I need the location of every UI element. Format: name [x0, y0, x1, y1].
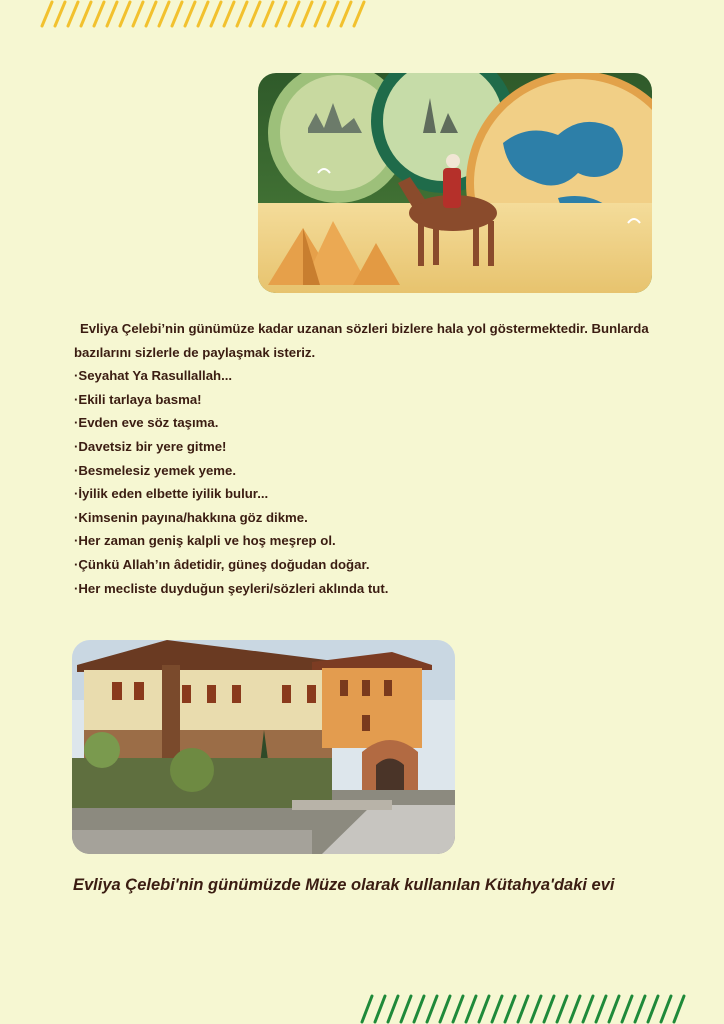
stripe	[661, 996, 671, 1022]
stripe	[453, 996, 463, 1022]
stripe	[674, 996, 684, 1022]
saying-line: ·İyilik eden elbette iyilik bulur...	[74, 486, 269, 502]
stripe	[81, 2, 91, 26]
stripe	[341, 2, 351, 26]
stripe	[263, 2, 273, 26]
stripe	[466, 996, 476, 1022]
stripe	[544, 996, 554, 1022]
stripe	[120, 2, 130, 26]
stripe	[42, 2, 52, 26]
stripe	[68, 2, 78, 26]
stripe	[107, 2, 117, 26]
stripe	[237, 2, 247, 26]
stripe	[479, 996, 489, 1022]
stripe	[531, 996, 541, 1022]
saying-line: ·Besmelesiz yemek yeme.	[74, 462, 237, 478]
stripe	[276, 2, 286, 26]
stripe	[315, 2, 325, 26]
stripe	[211, 2, 221, 26]
stripe	[354, 2, 364, 26]
sayings-text	[74, 317, 702, 600]
stripe	[583, 996, 593, 1022]
stripe	[440, 996, 450, 1022]
stripe	[414, 996, 424, 1022]
stripe	[146, 2, 156, 26]
stripe	[133, 2, 143, 26]
saying-line: ·Çünkü Allah’ın âdetidir, güneş doğudan doğar.	[74, 556, 370, 572]
saying-line: ·Her mecliste duyduğun şeyleri/sözleri aklında tut.	[74, 580, 389, 596]
stripe	[492, 996, 502, 1022]
saying-line: ·Davetsiz bir yere gitme!	[74, 438, 227, 454]
stripe	[427, 996, 437, 1022]
stripe	[557, 996, 567, 1022]
stripe	[505, 996, 515, 1022]
decorative-stripes-top	[36, 0, 372, 28]
stripe	[328, 2, 338, 26]
stripe	[224, 2, 234, 26]
stripe	[172, 2, 182, 26]
stripe	[289, 2, 299, 26]
evliya-celebi-illustration	[258, 73, 652, 293]
stripe	[55, 2, 65, 26]
stripe	[362, 996, 372, 1022]
saying-line: ·Evden eve söz taşıma.	[74, 415, 219, 431]
photo-caption: Evliya Çelebi'nin günümüzde Müze olarak kullanılan Kütahya'daki evi	[73, 876, 615, 894]
stripe	[570, 996, 580, 1022]
stripe	[94, 2, 104, 26]
saying-line: ·Kimsenin payına/hakkına göz dikme.	[74, 509, 308, 525]
stripe	[375, 996, 385, 1022]
stripe	[388, 996, 398, 1022]
stripe	[159, 2, 169, 26]
intro-paragraph: Evliya Çelebi’nin günümüze kadar uzanan sözleri bizlere hala yol göstermektedir. Bunlarda bazılarını sizlerle de paylaşmak isteriz.	[74, 321, 649, 360]
stripe	[198, 2, 208, 26]
saying-line: ·Her zaman geniş kalpli ve hoş meşrep ol.	[74, 533, 336, 549]
saying-line: ·Ekili tarlaya basma!	[74, 391, 202, 407]
stripe	[648, 996, 658, 1022]
stripe	[250, 2, 260, 26]
stripe	[596, 996, 606, 1022]
stripe	[622, 996, 632, 1022]
stripe	[401, 996, 411, 1022]
kutahya-house-photo	[72, 640, 455, 854]
stripe	[302, 2, 312, 26]
saying-line: ·Seyahat Ya Rasullallah...	[74, 368, 233, 384]
stripe	[609, 996, 619, 1022]
stripe	[635, 996, 645, 1022]
stripe	[518, 996, 528, 1022]
decorative-stripes-bottom	[356, 994, 688, 1024]
stripe	[185, 2, 195, 26]
